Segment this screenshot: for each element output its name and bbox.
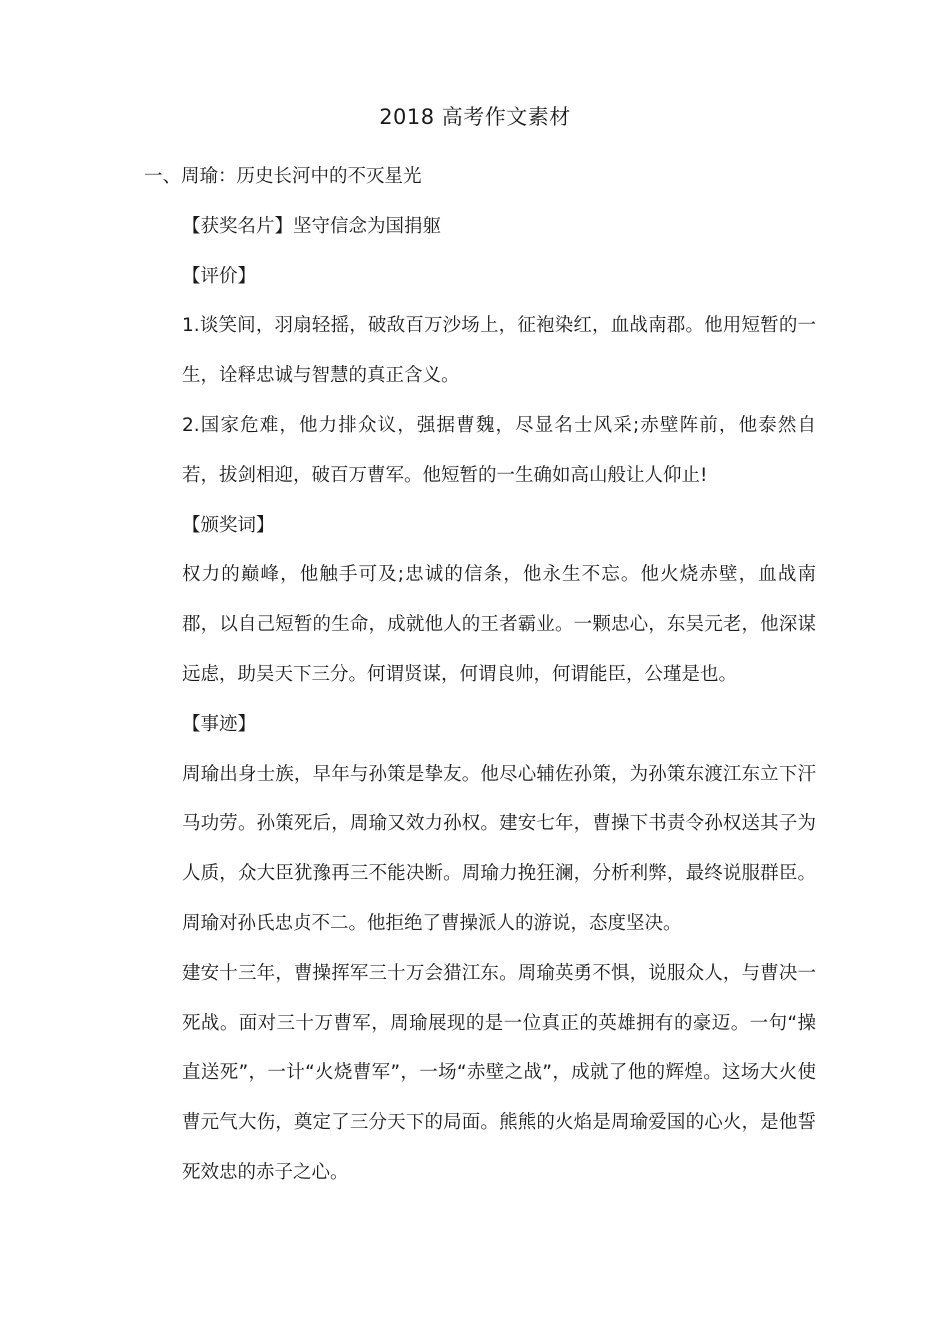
citation-label: 【颁奖词】 [182,514,275,536]
deeds-paragraph-1: 周瑜出身士族，早年与孙策是挚友。他尽心辅佐孙策，为孙策东渡江东立下汗马功劳。孙策死后，周瑜又效力孙权。建安七年，曹操下书责令孙权送其子为人质，众大臣犹豫再三不能决断。周瑜力挽狂澜，分析利弊，最终说服群臣。周瑜对孙氏忠贞不二。他拒绝了曹操派人的游说，态度坚决。 [182,763,816,934]
deeds-paragraph-2: 建安十三年，曹操挥军三十万会猎江东。周瑜英勇不惧，说服众人，与曹决一死战。面对三十万曹军，周瑜展现的是一位真正的英雄拥有的豪迈。一句“操直送死”，一计“火烧曹军”，一场“赤壁之战”，成就了他的辉煌。这场大火使曹元气大伤，奠定了三分天下的局面。熊熊的火焰是周瑜爱国的心火，是他誓死效忠的赤子之心。 [182,962,816,1183]
document-title: 2018 高考作文素材 [379,105,571,129]
deeds-label: 【事迹】 [182,713,257,735]
evaluation-label: 【评价】 [182,265,257,287]
document-body [144,152,816,1198]
evaluation-paragraph-1: 1.谈笑间，羽扇轻摇，破敌百万沙场上，征袍染红，血战南郡。他用短暂的一生，诠释忠诚与智慧的真正含义。 [182,315,816,387]
citation-paragraph: 权力的巅峰，他触手可及;忠诚的信条，他永生不忘。他火烧赤壁，血战南郡，以自己短暂的生命，成就他人的王者霸业。一颗忠心，东吴元老，他深谋远虑，助吴天下三分。何谓贤谋，何谓良帅，何谓能臣，公瑾是也。 [182,564,816,685]
section-heading: 一、周瑜：历史长河中的不灭星光 [144,166,422,187]
evaluation-paragraph-2: 2.国家危难，他力排众议，强据曹魏，尽显名士风采;赤壁阵前，他泰然自若，拔剑相迎，破百万曹军。他短暂的一生确如高山般让人仰止! [182,414,816,486]
award-card-line: 【获奖名片】坚守信念为国捐躯 [182,215,442,237]
